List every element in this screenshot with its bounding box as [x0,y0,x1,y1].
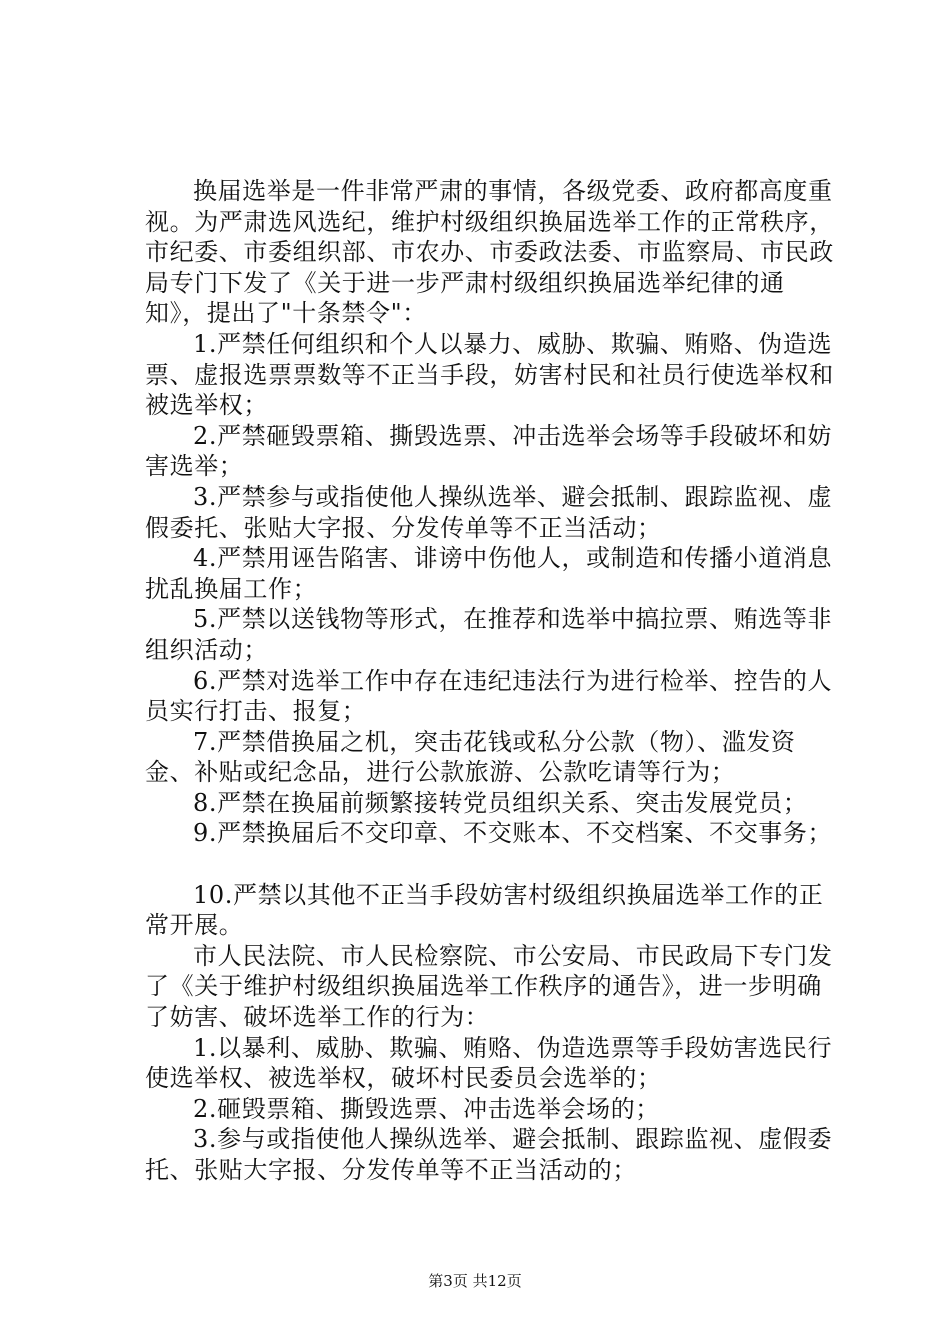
paragraph-ban-3: 3.严禁参与或指使他人操纵选举、避会抵制、跟踪监视、虚假委托、张贴大字报、分发传单等不正当活动； [145,482,833,542]
paragraph-ban-5: 5.严禁以送钱物等形式，在推荐和选举中搞拉票、贿选等非组织活动； [145,605,833,664]
paragraph-ban-10: 10.严禁以其他不正当手段妨害村级组织换届选举工作的正常开展。 [145,880,824,940]
paragraph-act-1: 1.以暴利、威胁、欺骗、贿赂、伪造选票等手段妨害选民行使选举权、被选举权，破坏村民委员会选举的； [145,1033,833,1093]
paragraph-ban-4: 4.严禁用诬告陷害、诽谤中伤他人，或制造和传播小道消息扰乱换届工作； [145,544,833,603]
paragraph-notice: 市人民法院、市人民检察院、市公安局、市民政局下专门发了《关于维护村级组织换届选举工作秩序的通告》，进一步明确了妨害、破坏选举工作的行为： [145,941,833,1032]
paragraph-ban-7: 7.严禁借换届之机，突击花钱或私分公款（物）、滥发资金、补贴或纪念品，进行公款旅游、公款吃请等行为； [145,727,796,787]
paragraph-ban-9: 9.严禁换届后不交印章、不交账本、不交档案、不交事务； [193,819,833,848]
paragraph-intro: 换届选举是一件非常严肃的事情，各级党委、政府都高度重视。为严肃选风选纪，维护村级组织换届选举工作的正常秩序，市纪委、市委组织部、市农办、市委政法委、市监察局、市民政局专门下发了《关于进一步严肃村级组织换届选举纪律的通知》，提出了"十条禁令"： [145,177,834,328]
paragraph-ban-8: 8.严禁在换届前频繁接转党员组织关系、突击发展党员； [193,788,808,817]
page-footer [0,1271,950,1291]
paragraph-act-2: 2.砸毁票箱、撕毁选票、冲击选举会场的； [193,1094,660,1123]
paragraph-ban-1: 1.严禁任何组织和个人以暴力、威胁、欺骗、贿赂、伪造选票、虚报选票票数等不正当手段，妨害村民和社员行使选举权和被选举权； [145,329,834,420]
paragraph-ban-2: 2.严禁砸毁票箱、撕毁选票、冲击选举会场等手段破坏和妨害选举； [145,421,833,481]
page-number: 第3页 共12页 [428,1272,522,1290]
paragraph-ban-6: 6.严禁对选举工作中存在违纪违法行为进行检举、控告的人员实行打击、报复； [145,666,833,726]
blank-line [145,849,835,880]
paragraph-act-3: 3.参与或指使他人操纵选举、避会抵制、跟踪监视、虚假委托、张贴大字报、分发传单等不正当活动的； [145,1125,833,1184]
document-body [145,176,835,1186]
